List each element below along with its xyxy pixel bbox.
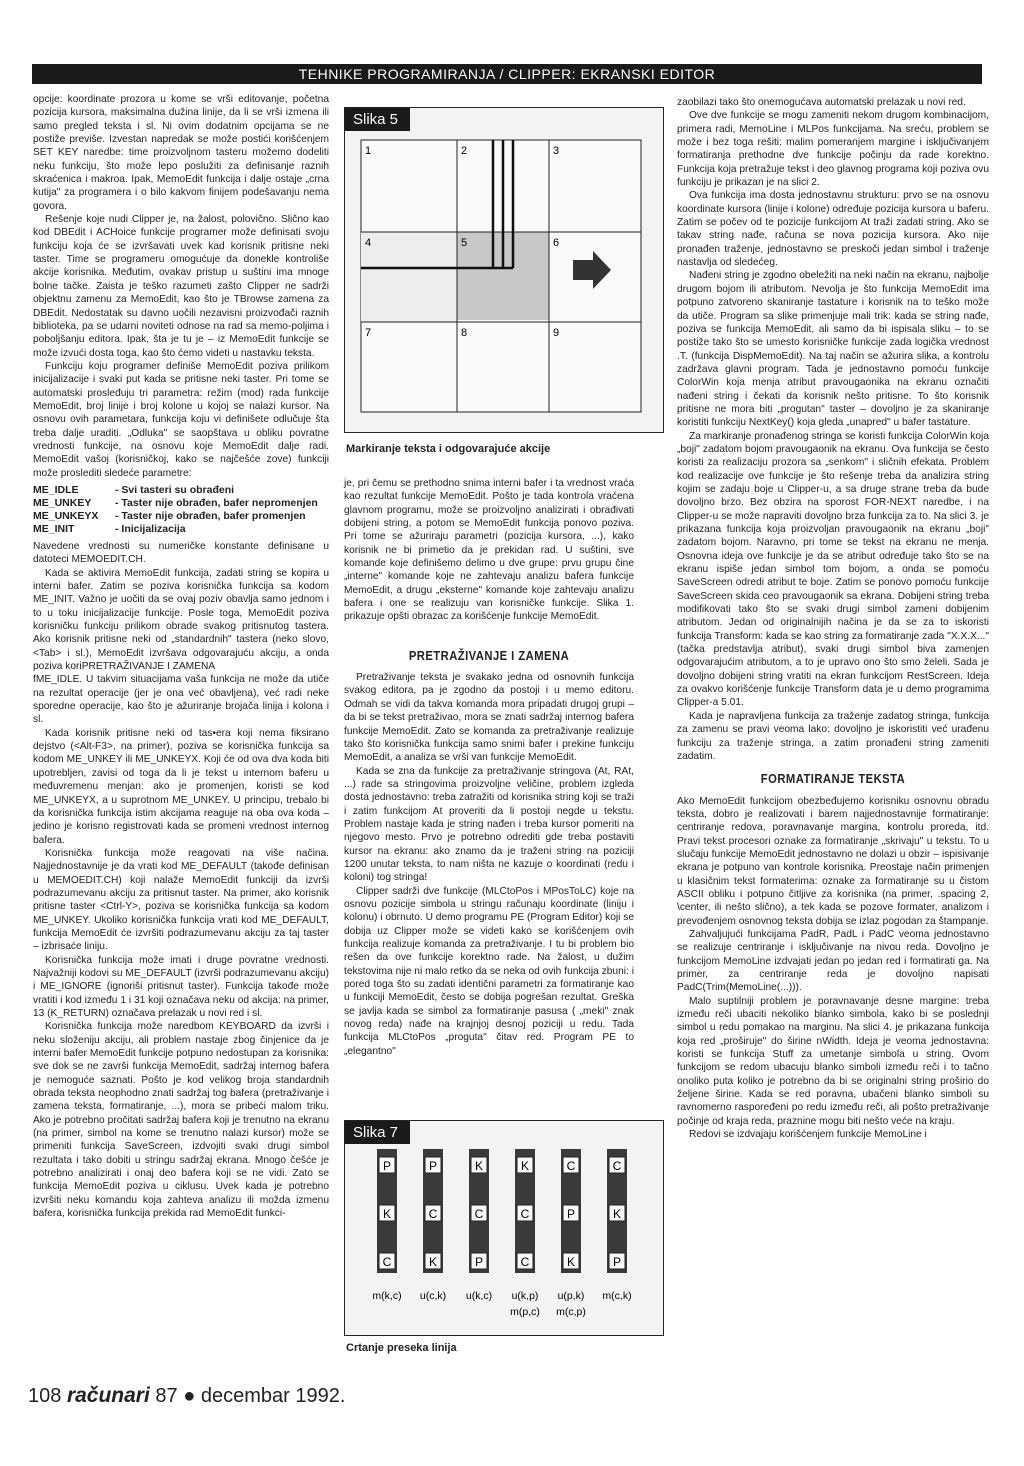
figure-label: Slika 7 — [345, 1121, 410, 1144]
cell-number: 8 — [461, 327, 468, 339]
cell-number: 1 — [365, 145, 372, 157]
parameter-row — [33, 510, 329, 523]
cell-letter: C — [612, 1159, 622, 1173]
cell-number: 9 — [553, 327, 560, 339]
cell-letter: P — [612, 1255, 622, 1269]
cell-letter: C — [382, 1255, 392, 1269]
section-heading: PRETRAŽIVANJE I ZAMENA — [408, 648, 570, 663]
cell-letter: K — [428, 1255, 438, 1269]
cell-letter: P — [382, 1159, 392, 1173]
figure-7-caption: Crtanje preseka linija — [346, 1342, 457, 1354]
paragraph: Ova funkcija ima dosta jednostavnu strukturu: prvo se na osnovu koordinate kursora (linije i kolone) određuje pozicija kursora u baferu. Zatim se počev od te pozicije funkcijom At traži zadati string. Ako se takav string nađe, računa se nova pozicija kursora. Ako nije pronađen traženje, jednostavno se preskoči jedan simbol i traženje nastavlja od sledećeg. — [677, 190, 989, 269]
cell-letter: K — [520, 1159, 530, 1173]
cell-letter: K — [382, 1207, 392, 1221]
column-label: m(c,p) — [556, 1306, 586, 1318]
column-label: m(k,c) — [372, 1290, 402, 1302]
cell-letter: K — [566, 1255, 576, 1269]
section-title: TEHNIKE PROGRAMIRANJA / CLIPPER: EKRANSKI EDITOR — [298, 66, 716, 82]
cell-letter: C — [520, 1207, 530, 1221]
paragraph: Navedene vrednosti su numeričke konstante definisane u datoteci MEMOEDIT.CH. — [33, 540, 329, 566]
page-footer — [28, 1384, 345, 1408]
figure-label: Slika 5 — [345, 108, 410, 131]
figure-5-caption: Markiranje teksta i odgovarajuće akcije — [346, 443, 551, 455]
param-key: ME_UNKEY — [33, 496, 92, 509]
param-desc: - Taster nije obrađen, bafer promenjen — [115, 509, 306, 522]
paragraph: Korisnička funkcija može naredbom KEYBOARD da izvrši i neku složeniju akciju, ali problem nastaje zbog činjenice da je interni bafer MemoEdit funkcije potpuno nedostupan za korisnika: sve dok se ne završi funkcija MemoEdit, sadržaj internog bafera je nemoguće saznati. Pošto je kod velikog broja standardnih obrada teksta neophodno znati sadržaj tog bafera (pretraživanje i zamena teksta, formatiranje, ...), mora se pribeći malom triku. Ako je potrebno pročitati sadržaj bafera koji je trenutno na ekranu (na primer, simbol na kome se trenutno nalazi kursor) može se primeniti funkcija SaveScreen, izdvojiti svaki drugi simbol rezultata i tako dobiti u stringu sadržaj ekrana. Mnogo češće je potrebno analizirati i onaj deo bafera koji se ne vidi. Zato se funkcija MemoEdit poziva u ciklusu. Uvek kada je potrebno izvršiti neku komandu koja zahteva analizu ili možda izmenu bafera, korisnička funkcija prekida rad MemoEdit funkci- — [33, 1021, 329, 1220]
param-key: ME_IDLE — [33, 483, 79, 496]
cell-letter: K — [612, 1207, 622, 1221]
column-label: u(p,k) — [557, 1290, 585, 1302]
marking-grid — [345, 108, 663, 432]
paragraph: Kada korisnik pritisne neki od tas•era koji nema fiksirano dejstvo (<Alt-F3>, na primer), poziva se korisnička funkcija sa kodom ME_UNKEY ili ME_UNKEYX. Koji će od ova dva koda biti upotrebljen, zavisi od toga da li je tekst u internom baferu u međuvremenu menjan: ako je promenjen, koristi se kod ME_UNKEYX, a u suprotnom ME_UNKEY. U principu, trebalo bi da korisnička funkcija istim akcijama reaguje na oba ova koda – jedino je korisno registrovati kada se promeni vrednost internog bafera. — [33, 727, 329, 846]
cell-number: 6 — [553, 237, 560, 249]
cell-letter: P — [566, 1207, 576, 1221]
param-key: ME_INIT — [33, 522, 75, 535]
param-desc: - Svi tasteri su obrađeni — [115, 483, 235, 496]
paragraph: Funkciju koju programer definiše MemoEdit poziva prilikom inicijalizacije i svaki put kada se pritisne neki taster. Pri tome se automatski prosleđuju tri parametra: režim (mod) rada funkcije MemoEdit, broj linije i broj kolone u kojoj se nalazi kursor. Na osnovu ovih parametara, funkcija koju vi definišete odlučuje šta treba dalje uraditi. „Odluka" se saopštava u obliku povratne vrednosti funkcije, na osnovu koje MemoEdit dalje radi. MemoEdit vašoj (korisničkoj, kako se najčešće zove) funkciji može proslediti sledeće parametre: — [33, 360, 329, 479]
cell-number: 2 — [461, 145, 468, 157]
column-label: u(k,p) — [511, 1290, 539, 1302]
parameter-row — [33, 523, 329, 536]
param-desc: - Taster nije obrađen, bafer nepromenjen — [115, 496, 318, 509]
paragraph: Nađeni string je zgodno obeležiti na neki način na ekranu, najbolje drugom bojom ili atributom. Nevolja je što funkcija MemoEdit ima potpuno zatvoreno skaniranje tastature i korisnik na to teško može da utiče. Program sa slike primenjuje mali trik: kada se string nađe, poziva se funkcija MemoEdit, ali samo da bi ispisala sliku – to se postiže tako što se umesto korisničke funkcije zada logička vrednost .T. (funkcija DispMemoEdit). Na taj način se ažurira slika, a kontrolu zadržava glavni program. Tada je jednostavno pomoću funkcije ColorWin koja menja atribut pravougaonika na ekranu označiti nađeni string i čekati da korisnik nešto pritisne. To što korisnik pritisne ne mora biti „progutan" taster – dovoljno je za skaniranje koristiti funkciju NextKey() koja gleda „unapred" u bafer tastature. — [677, 270, 989, 429]
paragraph: Korisnička funkcija može imati i druge povratne vrednosti. Najvažniji kodovi su ME_DEFAULT (izvrši podrazumevanu akciju) i ME_IGNORE (ignoriši pritisnut taster). Funkcija takođe može vratiti i kod između 1 i 31 koji označava neku od akcija: na primer, 13 (K_RETURN) označava prelazak u novi red i sl. — [33, 954, 329, 1019]
cell-number: 3 — [553, 145, 560, 157]
paragraph: Kada se zna da funkcije za pretraživanje stringova (At, RAt, ...) rade sa stringovima proizvoljne veličine, problem izgleda dosta jednostavno: treba zatražiti od korisnika string koji se traži i zatim funkcijom At proveriti da li postoji negde u tekstu. Problem nastaje kada je string nađen i treba kursor pomeriti na njegovo mesto. Prvo je potrebno odrediti gde treba postaviti kursor na ekranu: ako znamo da je traženi string na poziciji 1200 unutar teksta, to nam ništa ne kazuje o koordinati (redu i koloni) tog stringa! — [344, 765, 634, 884]
paragraph: Rešenje koje nudi Clipper je, na žalost, polovično. Slično kao kod DBEdit i ACHoice funkcije programer može definisati svoju funkciju koja će se izvršavati uvek kad korisnik pritisne neki taster. Time se programeru omogućuje da donekle kontroliše akcije korisnika. Međutim, ovakav pristup u suštini ima mnoge bolne tačke. Zaista je teško razumeti zašto Clipper ne sadrži objektnu zamenu za MemoEdit, kao što je TBrowse zamena za DBEdit. Nedostatak su davno uočili nezavisni proizvođači raznih biblioteka, pa se udarni noviteti odnose na rad sa memo-poljima i poboljšanju editora. Ipak, šta je tu je – iz MemoEdit funkcije se može izvući dosta toga, kao što ćemo videti u nastavku teksta. — [33, 214, 329, 359]
paragraph: Zahvaljujući funkcijama PadR, PadL i PadC veoma jednostavno se realizuje centriranje i isključivanje na nivou reda. Dovoljno je funkcijom MemoLine izdvajati jedan po jedan red i formatirati ga. Na primer, za centriranje reda je dovoljno napisati PadC(Trim(MemoLine(...))). — [677, 928, 989, 994]
parameter-list — [33, 484, 329, 536]
cell-letter: C — [520, 1255, 530, 1269]
page-number: 108 — [28, 1385, 62, 1407]
paragraph: Clipper sadrži dve funkcije (MLCtoPos i MPosToLC) koje na osnovu pozicije simbola u stringu računaju koordinate (liniju i kolonu) i obrnuto. U demo programu PE (Program Editor) koji se dobija uz Clipper može se videti kako se korišćenjem ovih funkcija realizuje komanda za pretraživanje. I tu bi problem bio rešen da ove funkcije korektno rade. Na žalost, u dužim tekstovima nije ni malo retko da se neka od ovih funkcija zbuni: i pored toga što su zadati identični parametri za formatiranje kao u funkciji MemoEdit, često se dobija pogrešan rezultat. Greška se javlja kada se simbol za formatiranje pasusa ( „meki" znak novog reda) nađe na krajnjoj desnoj poziciji u redu. Tada funkcija MLCtoPos „proguta" čitav red. Program PE to „elegantno" — [344, 885, 634, 1057]
figure-5 — [344, 107, 664, 433]
column-3 — [677, 96, 989, 1141]
cell-letter: K — [474, 1159, 484, 1173]
column-label: m(c,k) — [602, 1290, 632, 1302]
magazine-logo: računari — [66, 1384, 150, 1407]
paragraph: je, pri čemu se prethodno snima interni bafer i ta vrednost vraća kao rezultat funkcije MemoEdit. Pošto je tada kontrola vraćena glavnom programu, može se proizvoljno analizirati i obrađivati dobijeni string, a potom se MemoEdit funkcija ponovo poziva. Pri tome se ažuriraju parametri (pozicija kursora, ...), kako korisnik ne bi primetio da je prekidan rad. U suštini, sve komande koje definišemo delimo u dve grupe: prvu grupu čine „interne" komande koje ne zahtevaju analizu bafera funkcije MemoEdit, a drugu „eksterne" komande koje zahtevaju analizu bafera i one se realizuju van korisničke funkcije. Slika 1. prikazuje opšti obrazac za korišćenje funkcije MemoEdit. — [344, 478, 634, 623]
paragraph: Za markiranje pronađenog stringa se koristi funkcija ColorWin koja „boji" zadatom bojom pravougaonik na ekranu. Ova funkcija se često koristi za realizaciju prozora sa „senkom" i sličnih efekata. Problem kod realizacije ove funkcije je što rešenje treba da analizira string kojim se zadaju boje u Clipper-u, a sa druge strane treba da bude dovoljno brzo. Bez obzira na sporost FOR-NEXT naredbe, i na Clipper-u se može napraviti dovoljno brza funkcija za to. Na slici 3. je prikazana funkcija koja proizvoljan pravougaonik na ekranu „boji" zadatom bojom. Naravno, pri tome se tekst na ekranu ne menja. Osnovna ideja ove funkcije je da se atribut određuje tako što se na ekranu ispiše jedan simbol tom bojom, a onda se pomoću SaveScreen odredi atribut te boje. Zatim se ponovo pomoću funkcije SaveScreen skida ceo pravougaonik sa ekrana. Dobijeni string treba modifikovati tako što se svaki drugi simbol zameni dobijenim atributom. Jedan od originalnijih načina je da se za to iskoristi funkcija Transform: kada se kao string za formatiranje zada "X.X.X..." (tačka predstavlja atribut), svaki drugi simbol biva zamenjen odgovarajućim atributom, a to je upravo ono što smo želeli. Sada je dovoljno dobijeni string vratiti na ekran funkcijom RestScreen. Ideja za ovakvo korišćenje funkcije Transform data je u demo programima Clipper-a 5.01. — [677, 430, 989, 709]
column-label: m(p,c) — [510, 1306, 540, 1318]
param-desc: - Inicijalizacija — [115, 522, 186, 535]
intersection-diagram — [345, 1121, 663, 1335]
cell-letter: C — [566, 1159, 576, 1173]
issue-date: decembar 1992. — [200, 1385, 346, 1407]
column-2 — [344, 477, 634, 1058]
cell-letter: C — [428, 1207, 438, 1221]
paragraph: Redovi se izdvajaju korišćenjem funkcije MemoLine i — [689, 1129, 927, 1141]
figure-7 — [344, 1120, 664, 1336]
column-1 — [33, 93, 329, 1221]
paragraph: Ove dve funkcije se mogu zameniti nekom drugom kombinacijom, primera radi, MemoLine i MLPos funkcijama. Na sreću, problem se može i bez toga rešiti: malim pomeranjem margine i isključivanjem formatiranja prethodne dve funkcije počinju da rade korektno. Funkcija koja pretražuje tekst i deo glavnog programa koji poziva ovu funkciju je prikazan je na slici 2. — [677, 110, 989, 189]
cell-number: 4 — [365, 237, 372, 249]
cell-number: 7 — [365, 327, 372, 339]
paragraph: Ako MemoEdit funkcijom obezbeđujemo korisniku osnovnu obradu teksta, dobro je realizovati i barem najjednostavnije formatiranje: centriranje redova, poravnavanje margina, kontrolu proreda, itd. Pravi tekst procesori oznake za formatiranje „skrivaju" u tekstu. To u slučaju funkcije MemoEdit jednostavno ne dolazi u obzir – ispisivanje ekrana je potpuno van kontrole korisnika. Preostaje način primenjen u klasičnim tekst formaterima: oznake za formatiranje su u čistom ASCII obliku i potpuno čitljive za korisnika (na primer, .spacing 2, \center, ili nešto slično), a tek kada se pozove formater, analizom i prevođenjem osnovnog teksta dobija se izlaz pogodan za štampanje. — [677, 795, 989, 927]
paragraph: Malo suptilniji problem je poravnavanje desne margine: treba između reči ubaciti nekoliko blanko simbola, kako bi se poslednji simbol u redu pomakao na marginu. Na slici 4. je prikazana funkcija koja red „proširuje" do širine nWidth. Ideja je veoma jednostavna: koristi se funkcija Stuff za umetanje simbola u string. Ovom funkcijom se redom ubacuju blanko simboli između reči i to tačno onoliko puta koliko je potrebno da bi se originalni string proširio do željene širine. Kada se red poravna, ubačeni blanko simboli su ravnomerno raspoređeni po redu između reči, ali pošto pretraživanje počinje od kraja reda, praznine mogu biti nešto veće na kraju. — [677, 995, 989, 1127]
paragraph: Pretraživanje teksta je svakako jedna od osnovnih funkcija svakog editora, pa je zgodno da postoji i u memo editoru. Odmah se vidi da takva komanda mora pripadati drugoj grupi – da bi se tekst pretraživao, mora se znati sadržaj internog bafera funkcije MemoEdit. Zato se komanda za pretraživanje realizuje tako što korisnička funkcija samo snimi bafer i prekine funkciju MemoEdit, a analiza se vrši van funkcije MemoEdit. — [344, 672, 634, 764]
column-label: u(k,c) — [465, 1290, 493, 1302]
paragraph: opcije: koordinate prozora u kome se vrši editovanje, početna pozicija kursora, maksimalna dužina linije, da li se vrši izmena ili samo pregled teksta i sl. Ni ovim dodatnim opcijama se ne postiže previše. Izvestan napredak se može postići korišćenjem SET KEY naredbe: time proizvoljnom tasteru možemo dodeliti neku funkciju, što može lepo poslužiti za definisanje raznih skraćenica i makroa. Ipak, MemoEdit funkcija i dalje ostaje „crna kutija" za programera i o bilo kakvom finijem podešavanju nema govora. — [33, 94, 329, 212]
column-label: u(c,k) — [419, 1290, 447, 1302]
paragraph: fME_IDLE. U takvim situacijama vaša funkcija ne može da utiče na rezultat operacije (jer je ona već obavljena), već radi neke sporedne operacije, kao što je ažuriranje brojača linija i kolona i sl. — [33, 674, 329, 726]
cell-letter: C — [474, 1207, 484, 1221]
issue-number: 87 — [155, 1385, 178, 1407]
paragraph: Kada se aktivira MemoEdit funkcija, zadati string se kopira u interni bafer. Zatim se poziva korisnička funkcija sa kodom ME_INIT. Važno je uočiti da se ovaj poziv obavlja samo jednom i to u toku inicijalizacije funkcije. Posle toga, MemoEdit poziva korisničku funkciju prilikom obrade svakog pritisnutog tastera. Ako korisnik pritisne neki od „standardnih" tastera (neko slovo, <Tab> i sl.), MemoEdit izvršava odgovarajuću akciju, a onda poziva koriPRETRAŽIVANJE I ZAMENA — [33, 567, 329, 673]
cell-letter: P — [474, 1255, 484, 1269]
param-key: ME_UNKEYX — [33, 509, 99, 522]
parameter-row — [33, 497, 329, 510]
paragraph: Korisnička funkcija može reagovati na više načina. Najjednostavnije je da vrati kod ME_DEFAULT (takođe definisan u MEMOEDIT.CH) koji nalaže MemoEdit funkciji da izvrši podrazumevanu akciju za pritisnut taster. Na primer, ako korisnik pritisne taster <Ctrl-Y>, poziva se korisnička funkcija sa kodom ME_UNKEY. Ukoliko korisnička funkcija vrati kod ME_DEFAULT, funkcija MemoEdit će izvršiti podrazumevanu akciju za taj taster – izbrisaće liniju. — [33, 847, 329, 953]
section-heading: FORMATIRANJE TEKSTA — [760, 772, 906, 787]
cell-number: 5 — [461, 237, 468, 249]
bullet-icon: ● — [183, 1385, 196, 1407]
section-header — [32, 64, 982, 84]
parameter-row — [33, 484, 329, 497]
paragraph: Kada je napravljena funkcija za traženje zadatog stringa, funkcija za zamenu se pravi veoma lako: dovoljno je iskoristiti već urađenu funkciju za traženje stringa, a zatim pronađeni string zameniti zadatim. — [677, 710, 989, 762]
paragraph: zaobilazi tako što onemogućava automatski prelazak u novi red. — [677, 97, 966, 108]
cell-letter: P — [428, 1159, 438, 1173]
